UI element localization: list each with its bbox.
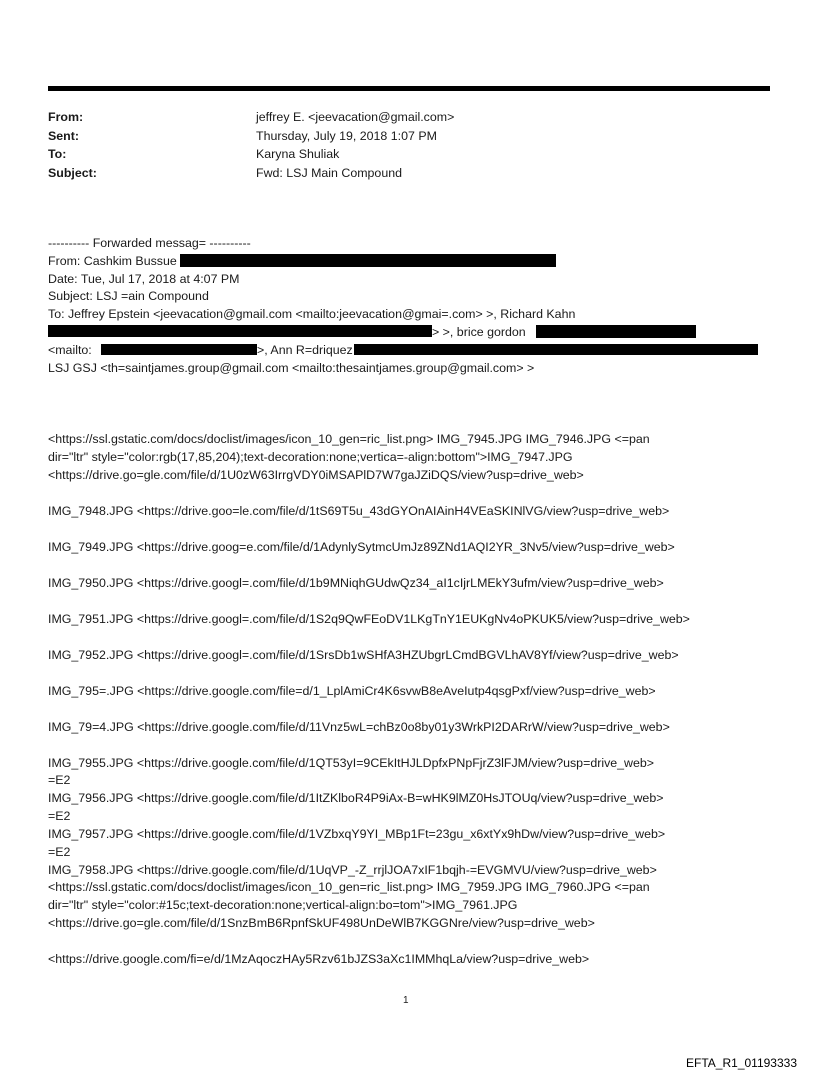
forwarded-to-line-1: To: Jeffrey Epstein <jeevacation@gmail.com <mailto:jeevacation@gmai=.com> >, Richard Kahn	[48, 307, 576, 321]
to-label: To:	[48, 147, 67, 161]
subject-label: Subject:	[48, 165, 97, 180]
page-number: 1	[403, 995, 409, 1006]
forwarded-from: From: Cashkim Bussue	[48, 254, 177, 268]
body-line: =E2	[48, 773, 71, 787]
body-line: <https://ssl.gstatic.com/docs/doclist/images/icon_10_gen=ric_list.png> IMG_7959.JPG IMG_7960.JPG <=pan	[48, 880, 650, 894]
forwarded-divider: ---------- Forwarded messag= ----------	[48, 236, 251, 250]
body-line: IMG_7948.JPG <https://drive.goo=le.com/file/d/1tS69T5u_43dGYOnAIAinH4VEaSKINlVG/view?usp=drive_web>	[48, 504, 670, 518]
redaction-bar	[354, 344, 758, 355]
body-line: IMG_7955.JPG <https://drive.google.com/file/d/1QT53yI=9CEkItHJLDpfxPNpFjrZ3lFJM/view?usp=drive_web>	[48, 756, 655, 770]
body-line: IMG_7958.JPG <https://drive.google.com/file/d/1UqVP_-Z_rrjlJOA7xIF1bqjh-=EVGMVU/view?usp=drive_web>	[48, 863, 657, 877]
sent-value: Thursday, July 19, 2018 1:07 PM	[256, 128, 437, 143]
header-rule	[48, 86, 770, 91]
subject-row	[48, 164, 454, 183]
bates-number: EFTA_R1_01193333	[686, 1056, 797, 1070]
redaction-bar	[101, 344, 257, 355]
forwarded-to-line-3b: >, Ann R=driquez	[257, 343, 353, 357]
sent-row	[48, 127, 454, 146]
body-line: IMG_7957.JPG <https://drive.google.com/file/d/1VZbxqY9YI_MBp1Ft=23gu_x6xtYx9hDw/view?usp=drive_web>	[48, 827, 666, 841]
redaction-bar	[48, 325, 432, 337]
body-line: <https://ssl.gstatic.com/docs/doclist/images/icon_10_gen=ric_list.png> IMG_7945.JPG IMG_7946.JPG <=pan	[48, 432, 650, 446]
redaction-bar	[536, 325, 696, 338]
subject-value: Fwd: LSJ Main Compound	[256, 165, 403, 180]
body-line: <https://drive.go=gle.com/file/d/1U0zW63IrrgVDY0iMSAPlD7W7gaJZiDQS/view?usp=drive_web>	[48, 468, 584, 482]
sent-label: Sent:	[48, 128, 79, 143]
body-line: =E2	[48, 809, 71, 823]
forwarded-date: Date: Tue, Jul 17, 2018 at 4:07 PM	[48, 272, 240, 286]
forwarded-to-line-3a: <mailto:	[48, 343, 92, 357]
body-line: <https://drive.go=gle.com/file/d/1SnzBmB6RpnfSkUF498UnDeWlB7KGGNre/view?usp=drive_web>	[48, 916, 595, 930]
body-line: IMG_79=4.JPG <https://drive.google.com/file/d/11Vnz5wL=chBz0o8by01y3WrkPI2DARrW/view?usp=drive_web>	[48, 720, 670, 734]
body-line: dir="ltr" style="color:rgb(17,85,204);text-decoration:none;vertica=-align:bottom">IMG_7947.JPG	[48, 450, 573, 464]
body-line: IMG_7956.JPG <https://drive.google.com/file/d/1ItZKlboR4P9iAx-B=wHK9lMZ0HsJTOUq/view?usp=drive_web>	[48, 791, 664, 805]
to-row	[48, 145, 454, 164]
forwarded-subject: Subject: LSJ =ain Compound	[48, 289, 209, 303]
to-value: Karyna Shuliak	[256, 147, 340, 161]
email-header	[48, 108, 454, 182]
body-line: IMG_7950.JPG <https://drive.googl=.com/file/d/1b9MNiqhGUdwQz34_aI1cIjrLMEkY3ufm/view?usp=drive_web>	[48, 576, 664, 590]
from-value: jeffrey E. <jeevacation@gmail.com>	[256, 110, 455, 124]
from-label: From:	[48, 110, 84, 124]
from-row	[48, 108, 454, 127]
redaction-bar	[180, 254, 556, 267]
body-line: =E2	[48, 845, 71, 859]
forwarded-to-line-2: > >, brice gordon	[432, 325, 526, 339]
body-line: IMG_795=.JPG <https://drive.google.com/file=d/1_LplAmiCr4K6svwB8eAveIutp4qsgPxf/view?usp=drive_web>	[48, 684, 656, 698]
body-line: IMG_7949.JPG <https://drive.goog=e.com/file/d/1AdynlySytmcUmJz89ZNd1AQI2YR_3Nv5/view?usp=drive_web>	[48, 540, 675, 554]
body-line: IMG_7951.JPG <https://drive.googl=.com/file/d/1S2q9QwFEoDV1LKgTnY1EUKgNv4oPKUK5/view?usp=drive_web>	[48, 612, 690, 626]
body-line: dir="ltr" style="color:#15c;text-decoration:none;vertical-align:bo=tom">IMG_7961.JPG	[48, 898, 518, 912]
forwarded-to-line-4: LSJ GSJ <th=saintjames.group@gmail.com <mailto:thesaintjames.group@gmail.com> >	[48, 361, 535, 375]
body-line: IMG_7952.JPG <https://drive.googl=.com/file/d/1SrsDb1wSHfA3HZUbgrLCmdBGVLhAV8Yf/view?usp=drive_web>	[48, 648, 679, 662]
body-line: <https://drive.google.com/fi=e/d/1MzAqoczHAy5Rzv61bJZS3aXc1IMMhqLa/view?usp=drive_web>	[48, 952, 590, 966]
